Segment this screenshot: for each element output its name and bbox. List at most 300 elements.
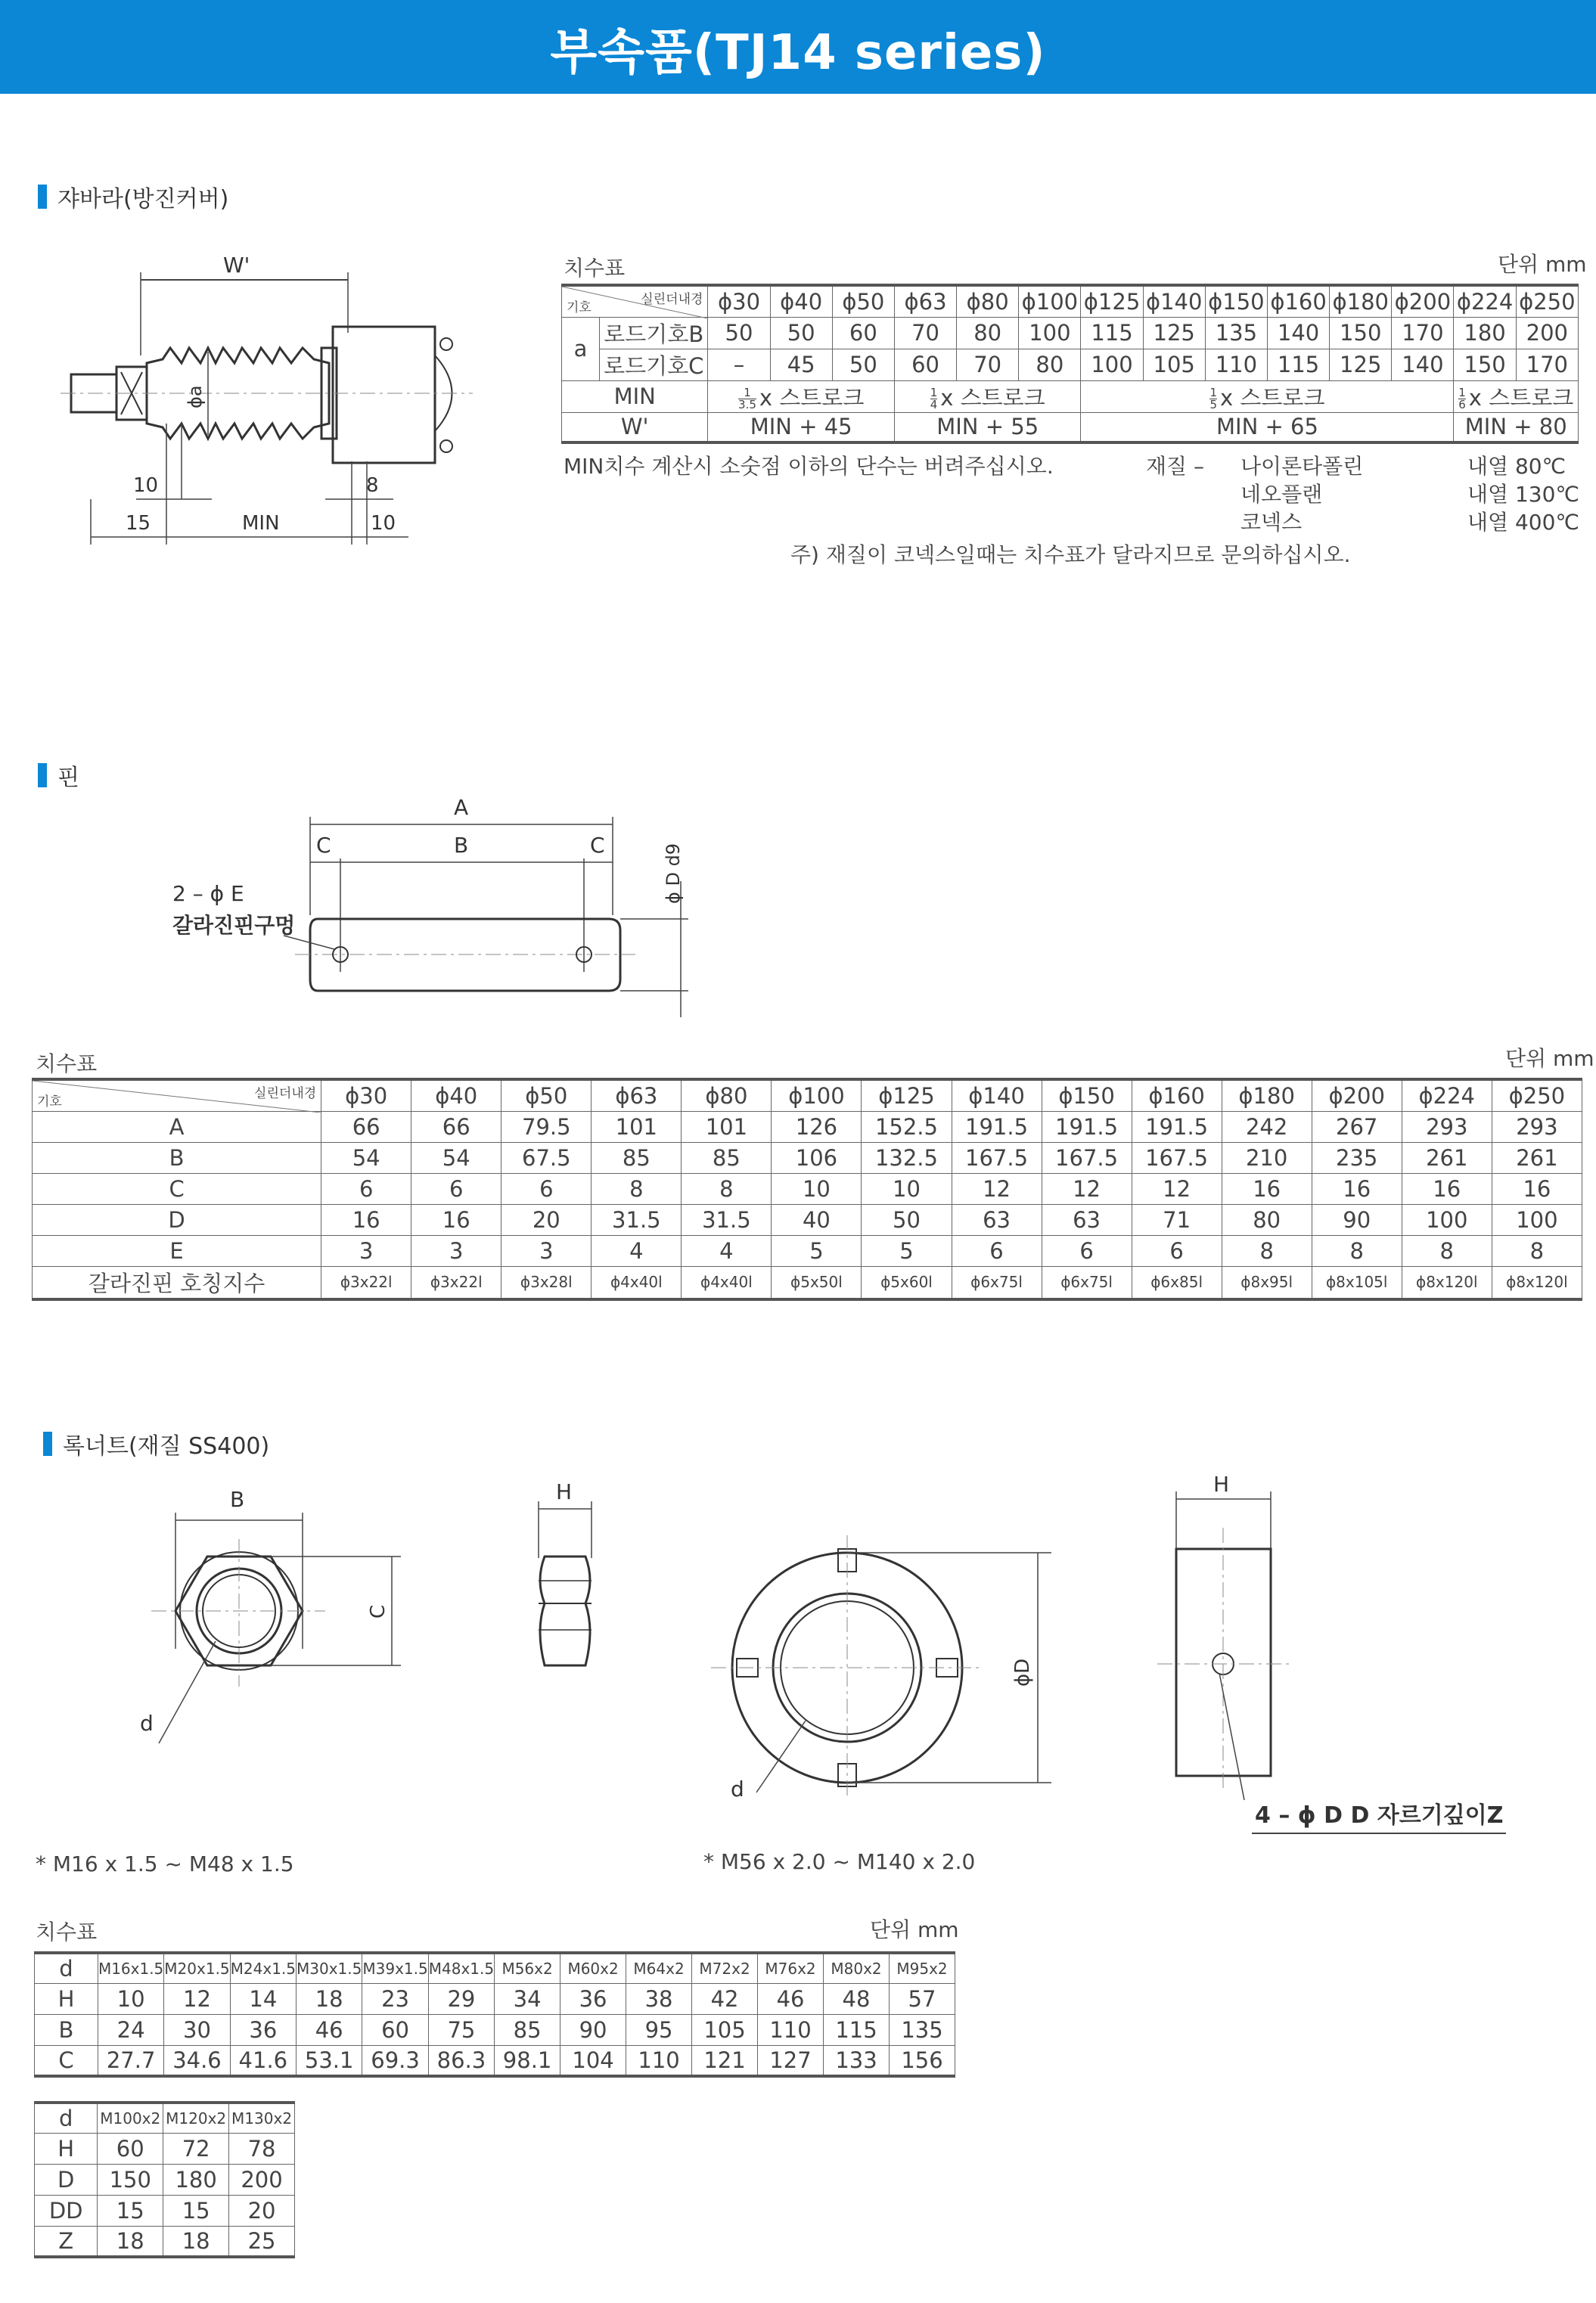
pin-unit: 단위 mm <box>1505 1046 1594 1071</box>
dim-c2: C <box>590 833 605 858</box>
material-heat: 내열 80℃ <box>1467 454 1567 479</box>
row-label: D <box>35 2164 98 2195</box>
value-cell: ϕ8x105l <box>1312 1266 1402 1299</box>
value-cell: 12 <box>1132 1173 1222 1204</box>
value-cell: 66 <box>411 1111 501 1142</box>
value-cell: 86.3 <box>428 2045 494 2076</box>
value-cell: 16 <box>411 1204 501 1235</box>
row-w-prime <box>562 412 1579 442</box>
value-cell: 140 <box>1392 349 1454 380</box>
value-cell: 180 <box>163 2164 229 2195</box>
dim-phi-d: ϕ D d9 <box>663 843 684 904</box>
thread-cell: M24x1.5 <box>230 1953 296 1983</box>
pin-header-row <box>33 1079 1582 1111</box>
value-cell: 3 <box>321 1235 411 1266</box>
bore-cell: ϕ125 <box>1081 285 1143 317</box>
frac-den: 5 <box>1209 398 1218 411</box>
material-label: 재질 – <box>1146 454 1204 479</box>
value-cell: 180 <box>1454 317 1516 349</box>
bellows-diagram <box>61 242 484 560</box>
value-cell: 12 <box>1042 1173 1132 1204</box>
pin-row-d <box>33 1204 1582 1235</box>
value-cell: 105 <box>692 2014 758 2045</box>
value-cell: 191.5 <box>1132 1111 1222 1142</box>
locknut-h-row <box>35 1983 955 2014</box>
value-cell: 6 <box>321 1173 411 1204</box>
value-cell: 150 <box>1330 317 1392 349</box>
w-value: MIN + 55 <box>894 412 1081 442</box>
value-cell: 60 <box>832 317 894 349</box>
material-name: 나이론타폴린 <box>1240 454 1364 479</box>
value-cell: 36 <box>560 1983 626 2014</box>
frac-num: 1 <box>930 386 938 399</box>
value-cell: 57 <box>890 1983 955 2014</box>
value-cell: 18 <box>297 1983 362 2014</box>
locknut2-z-row <box>35 2226 295 2257</box>
value-cell: 8 <box>1402 1235 1492 1266</box>
value-cell: 10 <box>98 1983 163 2014</box>
section-marker <box>38 763 47 787</box>
page-header <box>0 0 1596 94</box>
material-name: 코넥스 <box>1240 510 1303 535</box>
value-cell: 16 <box>321 1204 411 1235</box>
bellows-table-title: 치수표 <box>564 256 626 281</box>
rod-b-label: 로드기호B <box>600 317 708 349</box>
frac-den: 3.5 <box>738 398 756 411</box>
value-cell: 20 <box>501 1204 592 1235</box>
row-a-label: a <box>562 317 600 380</box>
value-cell: 63 <box>952 1204 1042 1235</box>
locknut-c-row <box>35 2045 955 2076</box>
value-cell: 167.5 <box>1132 1142 1222 1173</box>
locknut2-h-row <box>35 2133 295 2164</box>
row-label: H <box>35 1983 98 2014</box>
value-cell: 261 <box>1402 1142 1492 1173</box>
value-cell: 75 <box>428 2014 494 2045</box>
value-cell: 18 <box>163 2226 229 2257</box>
bore-cell: ϕ250 <box>1492 1079 1582 1111</box>
value-cell: 5 <box>862 1235 952 1266</box>
pin-row-split-pin <box>33 1266 1582 1299</box>
section-marker <box>43 1432 52 1456</box>
min-label: MIN <box>562 380 708 412</box>
value-cell: 67.5 <box>501 1142 592 1173</box>
dim-d: d <box>140 1711 154 1736</box>
value-cell: 53.1 <box>297 2045 362 2076</box>
value-cell: 15 <box>163 2195 229 2226</box>
value-cell: 85 <box>682 1142 772 1173</box>
value-cell: 104 <box>560 2045 626 2076</box>
value-cell: 106 <box>772 1142 862 1173</box>
value-cell: ϕ3x22l <box>411 1266 501 1299</box>
bore-cell: ϕ224 <box>1402 1079 1492 1111</box>
value-cell: 8 <box>592 1173 682 1204</box>
row-min <box>562 380 1579 412</box>
value-cell: 200 <box>229 2164 295 2195</box>
w-value: MIN + 65 <box>1081 412 1454 442</box>
locknut-table-2 <box>34 2101 295 2258</box>
w-label: W' <box>562 412 708 442</box>
value-cell: 16 <box>1402 1173 1492 1204</box>
value-cell: 85 <box>495 2014 560 2045</box>
value-cell: 121 <box>692 2045 758 2076</box>
value-cell: 101 <box>682 1111 772 1142</box>
bore-cell: ϕ80 <box>682 1079 772 1111</box>
min-value <box>1081 380 1454 412</box>
locknut2-dd-row <box>35 2195 295 2226</box>
row-label: B <box>35 2014 98 2045</box>
locknut-unit: 단위 mm <box>870 1917 959 1942</box>
value-cell: 110 <box>758 2014 824 2045</box>
thread-cell: M76x2 <box>758 1953 824 1983</box>
dim-w-prime: W' <box>223 253 250 278</box>
range-m16-m48: * M16 x 1.5 ~ M48 x 1.5 <box>36 1851 294 1876</box>
value-cell: 140 <box>1267 317 1329 349</box>
min-value <box>708 380 895 412</box>
value-cell: 15 <box>98 2195 163 2226</box>
value-cell: 30 <box>164 2014 230 2045</box>
pin-corner-cell <box>33 1079 321 1111</box>
bellows-header-row <box>562 285 1579 317</box>
value-cell: 6 <box>411 1173 501 1204</box>
value-cell: 42 <box>692 1983 758 2014</box>
value-cell: 25 <box>229 2226 295 2257</box>
row-label: D <box>33 1204 321 1235</box>
locknut-d-row <box>35 1953 955 1983</box>
value-cell: ϕ8x120l <box>1492 1266 1582 1299</box>
bore-cell: ϕ150 <box>1205 285 1267 317</box>
rod-c-label: 로드기호C <box>600 349 708 380</box>
value-cell: 41.6 <box>230 2045 296 2076</box>
thread-cell: M64x2 <box>626 1953 692 1983</box>
hex-nut-side <box>539 1479 592 1665</box>
hex-nut-front <box>140 1487 401 1743</box>
thread-cell: M72x2 <box>692 1953 758 1983</box>
value-cell: 100 <box>1492 1204 1582 1235</box>
value-cell: 31.5 <box>592 1204 682 1235</box>
bore-cell: ϕ150 <box>1042 1079 1132 1111</box>
value-cell: 100 <box>1402 1204 1492 1235</box>
bore-cell: ϕ200 <box>1312 1079 1402 1111</box>
fraction <box>1458 387 1466 411</box>
value-cell: 80 <box>1222 1204 1312 1235</box>
locknut2-d-row <box>35 2103 295 2133</box>
round-nut-front <box>711 1535 1051 1802</box>
value-cell: 50 <box>862 1204 952 1235</box>
value-cell: 267 <box>1312 1111 1402 1142</box>
value-cell: 66 <box>321 1111 411 1142</box>
locknut-table-title: 치수표 <box>36 1920 98 1945</box>
frac-num: 1 <box>1209 386 1218 399</box>
row-label: d <box>35 1953 98 1983</box>
value-cell: 6 <box>1132 1235 1222 1266</box>
bore-cell: ϕ224 <box>1454 285 1516 317</box>
value-cell: 78 <box>229 2133 295 2164</box>
locknut-diagrams <box>0 1467 1596 1845</box>
value-cell: 10 <box>862 1173 952 1204</box>
thread-cell: M39x1.5 <box>362 1953 428 1983</box>
value-cell: 4 <box>592 1235 682 1266</box>
bellows-dimension-table <box>561 284 1579 444</box>
pin-row-b <box>33 1142 1582 1173</box>
row-label: d <box>35 2103 98 2133</box>
material-heat: 내열 130℃ <box>1467 482 1579 507</box>
frac-num: 1 <box>1458 386 1466 399</box>
fraction <box>930 387 938 411</box>
value-cell: 167.5 <box>1042 1142 1132 1173</box>
value-cell: 70 <box>894 317 956 349</box>
value-cell: 90 <box>560 2014 626 2045</box>
pin-hole-label: 2 – ϕ E <box>172 881 244 906</box>
dim-10b: 10 <box>371 512 396 535</box>
value-cell: 6 <box>1042 1235 1132 1266</box>
value-cell: 20 <box>229 2195 295 2226</box>
value-cell: 110 <box>626 2045 692 2076</box>
value-cell: 8 <box>1222 1235 1312 1266</box>
thread-cell: M16x1.5 <box>98 1953 163 1983</box>
thread-cell: M130x2 <box>229 2103 295 2133</box>
row-rod-b <box>562 317 1579 349</box>
value-cell: 12 <box>952 1173 1042 1204</box>
value-cell: 80 <box>1019 349 1081 380</box>
value-cell: ϕ3x22l <box>321 1266 411 1299</box>
value-cell: 115 <box>824 2014 890 2045</box>
value-cell: 31.5 <box>682 1204 772 1235</box>
bore-cell: ϕ180 <box>1330 285 1392 317</box>
value-cell: 46 <box>758 1983 824 2014</box>
value-cell: 3 <box>501 1235 592 1266</box>
value-cell: 126 <box>772 1111 862 1142</box>
pin-dimension-table <box>32 1078 1582 1301</box>
value-cell: 6 <box>501 1173 592 1204</box>
row-label: 갈라진핀 호칭지수 <box>33 1266 321 1299</box>
locknut-b-row <box>35 2014 955 2045</box>
value-cell: 191.5 <box>952 1111 1042 1142</box>
value-cell: ϕ3x28l <box>501 1266 592 1299</box>
value-cell: 34 <box>495 1983 560 2014</box>
value-cell: 235 <box>1312 1142 1402 1173</box>
value-cell: 24 <box>98 2014 163 2045</box>
thread-cell: M30x1.5 <box>297 1953 362 1983</box>
value-cell: 69.3 <box>362 2045 428 2076</box>
pin-table-title: 치수표 <box>36 1051 98 1076</box>
corner-top: 실린더내경 <box>641 292 703 307</box>
value-cell: 90 <box>1312 1204 1402 1235</box>
row-label: A <box>33 1111 321 1142</box>
value-cell: 110 <box>1205 349 1267 380</box>
row-label: Z <box>35 2226 98 2257</box>
dim-b: B <box>454 833 469 858</box>
row-label: C <box>35 2045 98 2076</box>
bore-cell: ϕ50 <box>501 1079 592 1111</box>
value-cell: 242 <box>1222 1111 1312 1142</box>
value-cell: 293 <box>1492 1111 1582 1142</box>
section-locknut-label: 록너트(재질 SS400) <box>63 1433 270 1460</box>
row-label: E <box>33 1235 321 1266</box>
value-cell: 167.5 <box>952 1142 1042 1173</box>
value-cell: 71 <box>1132 1204 1222 1235</box>
row-label: H <box>35 2133 98 2164</box>
w-value: MIN + 45 <box>708 412 895 442</box>
dim-b: B <box>230 1487 245 1512</box>
value-cell: 85 <box>592 1142 682 1173</box>
value-cell: 5 <box>772 1235 862 1266</box>
bore-cell: ϕ100 <box>1019 285 1081 317</box>
section-locknut-title <box>43 1427 269 1460</box>
value-cell: 135 <box>1205 317 1267 349</box>
value-cell: ϕ6x85l <box>1132 1266 1222 1299</box>
material-heat: 내열 400℃ <box>1467 510 1579 535</box>
value-cell: 34.6 <box>164 2045 230 2076</box>
dim-c1: C <box>316 833 331 858</box>
value-cell: ϕ4x40l <box>682 1266 772 1299</box>
dim-d: d <box>731 1777 744 1802</box>
value-cell: 54 <box>411 1142 501 1173</box>
thread-cell: M48x1.5 <box>428 1953 494 1983</box>
pin-row-e <box>33 1235 1582 1266</box>
value-cell: 79.5 <box>501 1111 592 1142</box>
value-cell: 36 <box>230 2014 296 2045</box>
locknut2-d-dim-row <box>35 2164 295 2195</box>
pin-hole-desc: 갈라진핀구멍 <box>172 913 296 938</box>
bore-cell: ϕ80 <box>957 285 1019 317</box>
value-cell: ϕ6x75l <box>952 1266 1042 1299</box>
value-cell: 150 <box>98 2164 163 2195</box>
bore-cell: ϕ40 <box>770 285 832 317</box>
min-text: x 스트로크 <box>759 384 865 411</box>
thread-cell: M20x1.5 <box>164 1953 230 1983</box>
value-cell: 12 <box>164 1983 230 2014</box>
dim-15: 15 <box>126 512 151 535</box>
value-cell: 72 <box>163 2133 229 2164</box>
thread-cell: M60x2 <box>560 1953 626 1983</box>
dim-h: H <box>1213 1472 1230 1497</box>
value-cell: 46 <box>297 2014 362 2045</box>
value-cell: ϕ8x95l <box>1222 1266 1312 1299</box>
bore-cell: ϕ63 <box>592 1079 682 1111</box>
value-cell: 60 <box>362 2014 428 2045</box>
row-rod-c <box>562 349 1579 380</box>
bore-cell: ϕ140 <box>952 1079 1042 1111</box>
thread-cell: M56x2 <box>495 1953 560 1983</box>
bellows-unit: 단위 mm <box>1498 252 1587 277</box>
page-title: 부속품(TJ14 series) <box>550 25 1046 81</box>
min-value <box>894 380 1081 412</box>
value-cell: 80 <box>957 317 1019 349</box>
frac-den: 6 <box>1458 398 1466 411</box>
value-cell: 50 <box>708 317 770 349</box>
value-cell: 261 <box>1492 1142 1582 1173</box>
value-cell: 98.1 <box>495 2045 560 2076</box>
value-cell: ϕ5x60l <box>862 1266 952 1299</box>
bore-cell: ϕ160 <box>1267 285 1329 317</box>
value-cell: 48 <box>824 1983 890 2014</box>
section-pin-label: 핀 <box>57 765 79 791</box>
value-cell: 50 <box>770 317 832 349</box>
value-cell: 115 <box>1267 349 1329 380</box>
value-cell: 60 <box>98 2133 163 2164</box>
frac-num: 1 <box>744 386 751 399</box>
bore-cell: ϕ50 <box>832 285 894 317</box>
value-cell: 3 <box>411 1235 501 1266</box>
pin-row-a <box>33 1111 1582 1142</box>
dim-phi-d: ϕD <box>1011 1658 1034 1687</box>
value-cell: 152.5 <box>862 1111 952 1142</box>
bore-cell: ϕ180 <box>1222 1079 1312 1111</box>
value-cell: 14 <box>230 1983 296 2014</box>
dim-h: H <box>556 1479 573 1504</box>
bellows-corner-cell <box>562 285 708 317</box>
value-cell: ϕ8x120l <box>1402 1266 1492 1299</box>
dim-min: MIN <box>242 512 280 535</box>
corner-bottom: 기호 <box>37 1094 62 1110</box>
value-cell: 100 <box>1081 349 1143 380</box>
value-cell: 95 <box>626 2014 692 2045</box>
thread-cell: M100x2 <box>98 2103 163 2133</box>
fraction <box>1209 387 1217 411</box>
value-cell: 127 <box>758 2045 824 2076</box>
value-cell: 132.5 <box>862 1142 952 1173</box>
dim-10: 10 <box>133 474 159 497</box>
value-cell: 18 <box>98 2226 163 2257</box>
value-cell: 170 <box>1392 317 1454 349</box>
value-cell: 105 <box>1143 349 1205 380</box>
value-cell: 8 <box>682 1173 772 1204</box>
value-cell: – <box>708 349 770 380</box>
note-min-truncate: MIN치수 계산시 소숫점 이하의 단수는 버려주십시오. <box>564 454 1054 479</box>
value-cell: 293 <box>1402 1111 1492 1142</box>
value-cell: 150 <box>1454 349 1516 380</box>
bore-cell: ϕ140 <box>1143 285 1205 317</box>
value-cell: 38 <box>626 1983 692 2014</box>
value-cell: 200 <box>1516 317 1578 349</box>
material-name: 네오플랜 <box>1240 482 1323 507</box>
value-cell: 135 <box>890 2014 955 2045</box>
value-cell: 6 <box>952 1235 1042 1266</box>
locknut-table-1 <box>34 1951 955 2078</box>
thread-cell: M95x2 <box>890 1953 955 1983</box>
value-cell: 45 <box>770 349 832 380</box>
bore-cell: ϕ200 <box>1392 285 1454 317</box>
value-cell: 10 <box>772 1173 862 1204</box>
bore-cell: ϕ63 <box>894 285 956 317</box>
value-cell: 8 <box>1312 1235 1402 1266</box>
bore-cell: ϕ100 <box>772 1079 862 1111</box>
frac-den: 4 <box>930 398 938 411</box>
value-cell: 8 <box>1492 1235 1582 1266</box>
min-text: x 스트로크 <box>940 384 1045 411</box>
row-label: DD <box>35 2195 98 2226</box>
value-cell: 63 <box>1042 1204 1132 1235</box>
value-cell: 60 <box>894 349 956 380</box>
section-bellows-label: 쟈바라(방진커버) <box>57 186 229 213</box>
value-cell: 54 <box>321 1142 411 1173</box>
round-nut-side <box>1157 1472 1290 1800</box>
bore-cell: ϕ40 <box>411 1079 501 1111</box>
dim-a: A <box>454 795 469 820</box>
value-cell: 16 <box>1222 1173 1312 1204</box>
bore-cell: ϕ30 <box>321 1079 411 1111</box>
dd-label: 4 – ϕ D D 자르기깊이Z <box>1252 1796 1506 1834</box>
value-cell: 125 <box>1143 317 1205 349</box>
bore-cell: ϕ125 <box>862 1079 952 1111</box>
value-cell: 16 <box>1492 1173 1582 1204</box>
min-text: x 스트로크 <box>1468 384 1574 411</box>
range-m56-m140: * M56 x 2.0 ~ M140 x 2.0 <box>703 1849 976 1874</box>
value-cell: ϕ5x50l <box>772 1266 862 1299</box>
value-cell: 23 <box>362 1983 428 2014</box>
min-text: x 스트로크 <box>1220 384 1325 411</box>
